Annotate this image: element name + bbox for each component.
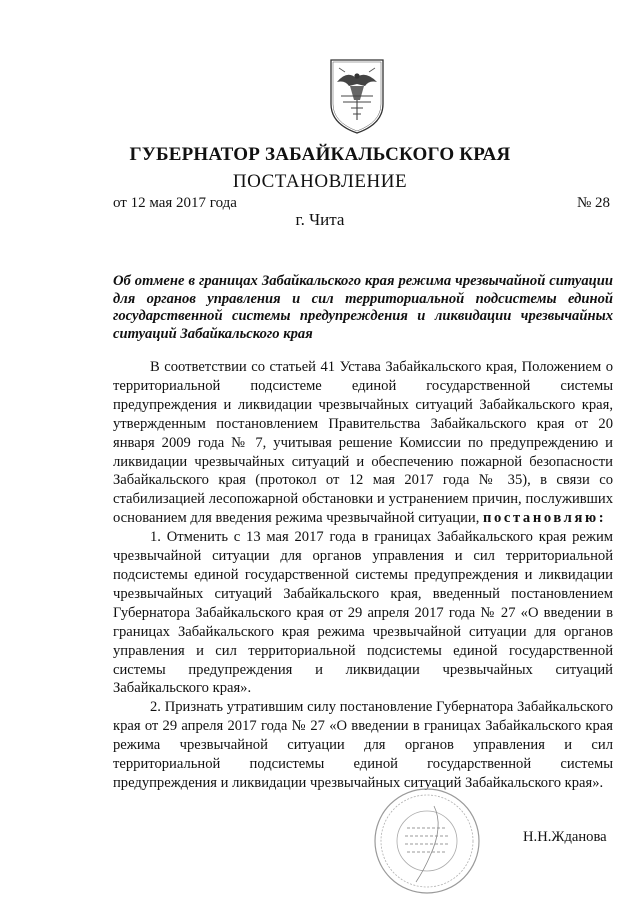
preamble-text: В соответствии со статьей 41 Устава Забайкальского края, Положением о территориальной подсистеме единой государственной системы предупреждения и ликвидации чрезвычайных ситуаций Забайкальского края, утвержденным постановлением Правительства Забайкальского края от 20 января 2009 года № 7, учитывая решение Комиссии по предупреждению и ликвидации чрезвычайных ситуаций и обеспечению пожарной безопасности Забайкальского края (протокол от 12 мая 2017 года № 35), в связи со стабилизацией лесопожарной обстановки и устранением причин, послуживших основанием для введения режима чрезвычайной ситуации, (113, 359, 613, 527)
clause-2: 2. Признать утратившим силу постановление Губернатора Забайкальского края от 29 апреля 2017 года № 27 «О введении в границах Забайкальского края режима чрезвычайной ситуации для органов управления и сил территориальной подсистемы единой государственной системы предупреждения и ликвидации чрезвычайных ситуаций Забайкальского края». (113, 699, 613, 791)
issuer-heading: ГУБЕРНАТОР ЗАБАЙКАЛЬСКОГО КРАЯ (129, 144, 511, 165)
document-type: ПОСТАНОВЛЕНИЕ (232, 171, 408, 192)
document-body (113, 358, 613, 793)
clause-1: 1. Отменить с 13 мая 2017 года в границах Забайкальского края режим чрезвычайной ситуации для органов управления и сил территориальной подсистемы единой государственной системы предупреждения и ликвидации чрезвычайных ситуаций Забайкальского края, введенный постановлением Губернатора Забайкальского края от 29 апреля 2017 года № 27 «О введении в границах Забайкальского края режима чрезвычайной ситуации для органов управления и сил территориальной подсистемы единой государственной системы предупреждения и ликвидации чрезвычайных ситуаций Забайкальского края». (113, 529, 613, 697)
document-subject: Об отмене в границах Забайкальского края режима чрезвычайной ситуации для органов управления и сил территориальной подсистемы единой государственной системы предупреждения и ликвидации чрезвычайных ситуаций Забайкальского края (113, 273, 613, 342)
document-city: г. Чита (295, 210, 345, 229)
coat-of-arms-emblem (327, 56, 387, 136)
preamble-paragraph (113, 358, 613, 528)
official-seal-stamp (372, 786, 482, 896)
decree-word: постановляю: (483, 510, 607, 527)
signer-name: Н.Н.Жданова (523, 829, 607, 845)
document-date: от 12 мая 2017 года (113, 195, 237, 211)
document-number: № 28 (576, 195, 610, 211)
